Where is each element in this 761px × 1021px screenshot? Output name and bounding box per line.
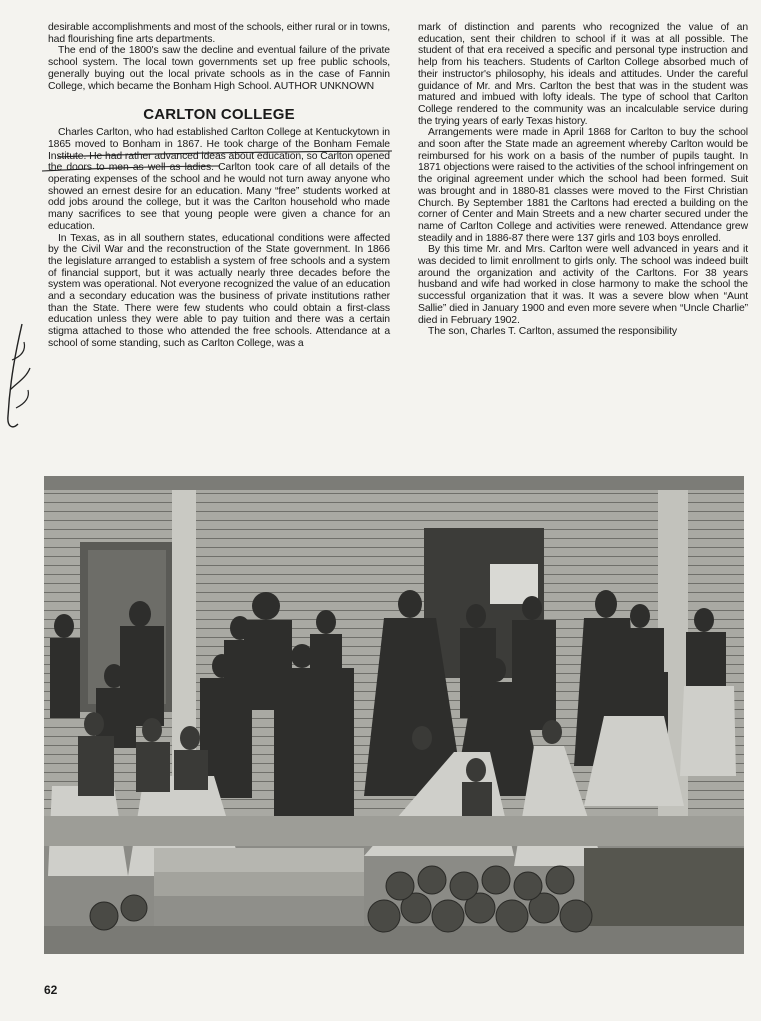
body-paragraph: mark of distinction and parents who recognized the value of an education, sent their children to school if it was at all possible. The student of that era received a specific and personal type instruction and help from his teachers. Students of Carlton College absorbed much of their instructor's philosophy, his ideals and attitudes. Under the careful guidance of Mr. and Mrs. Carlton the best that was in the student was matured and imbued with lofty ideals. The type of school that Carlton College rendered to the community was an incalculable service during the trying years of early Texas history.: [418, 22, 748, 127]
page-number: 62: [44, 983, 58, 997]
handwritten-margin-signature: [2, 320, 36, 436]
intro-paragraph-1: desirable accomplishments and most of the schools, either rural or in towns, had flourishing fine arts departments.: [48, 22, 390, 45]
handwritten-underline-mark: [40, 148, 400, 178]
article-heading: CARLTON COLLEGE: [143, 106, 295, 124]
historic-group-photograph: [44, 476, 744, 954]
left-column: [48, 22, 390, 350]
intro-paragraph-2: The end of the 1800's saw the decline and eventual failure of the private school system. The local town governments set up free public schools, generally buying out the local private schools as in the case of Fannin College, which became the Bonham High School. AUTHOR UNKNOWN: [48, 45, 390, 92]
body-paragraph: In Texas, as in all southern states, educational conditions were affected by the Civil War and the reconstruction of the State government. In 1866 the legislature arranged to establish a system of free schools and a system of financial support, but it was actually nearly three decades before the system was operational. Not everyone recognized the value of an education and a secondary education was the business of private institutions rather than the State. There were few students who could obtain a first-class education unless they were able to pay tuition and there was a certain stigma attached to those who attended the free schools. Attendance at a school of some standing, such as Carlton College, was a: [48, 232, 390, 349]
body-paragraph: The son, Charles T. Carlton, assumed the responsibility: [428, 326, 677, 338]
body-paragraph: Arrangements were made in April 1868 for Carlton to buy the school and soon after the State made an agreement whereby Carlton would be reimbursed for his work on a basis of the number of pupils taught. In 1871 objections were raised to the activities of the school infringement on the original agreement under which the school had been formed. Suit was brought and in 1880-81 classes were moved to the First Christian Church. By September 1881 the Carltons had erected a building on the corner of Center and Main Streets and a new charter secured under the name of Carlton College and activities were renewed. Attendance grew steadily and in 1886-87 there were 137 girls and 103 boys enrolled.: [418, 127, 748, 244]
body-paragraph: Charles Carlton, who had established Carlton College at Kentuckytown in 1865 moved to Bonham in 1867. He took charge of the Bonham Female Institute. He had rather advanced ideas about education, so Carlton opened the doors to men as well as ladies. Carlton took care of all details of the operating expenses of the school and he would not turn away anyone who showed an ernest desire for an education. Many “free” students worked at odd jobs around the college, but it was the Carlton household who made many sacrifices to see that young people were given a chance for an education.: [48, 127, 390, 232]
right-column: [418, 22, 748, 338]
photo-illustration: [44, 476, 744, 954]
body-paragraph: By this time Mr. and Mrs. Carlton were well advanced in years and it was decided to limit enrollment to girls only. The school was indeed built around the organization and activity of the Carltons. For 38 years husband and wife had worked in close harmony to make the school the successful organization that it was. It was a severe blow when “Aunt Sallie” died in January 1900 and even more severe when “Uncle Charlie” died in February 1902.: [418, 244, 748, 326]
